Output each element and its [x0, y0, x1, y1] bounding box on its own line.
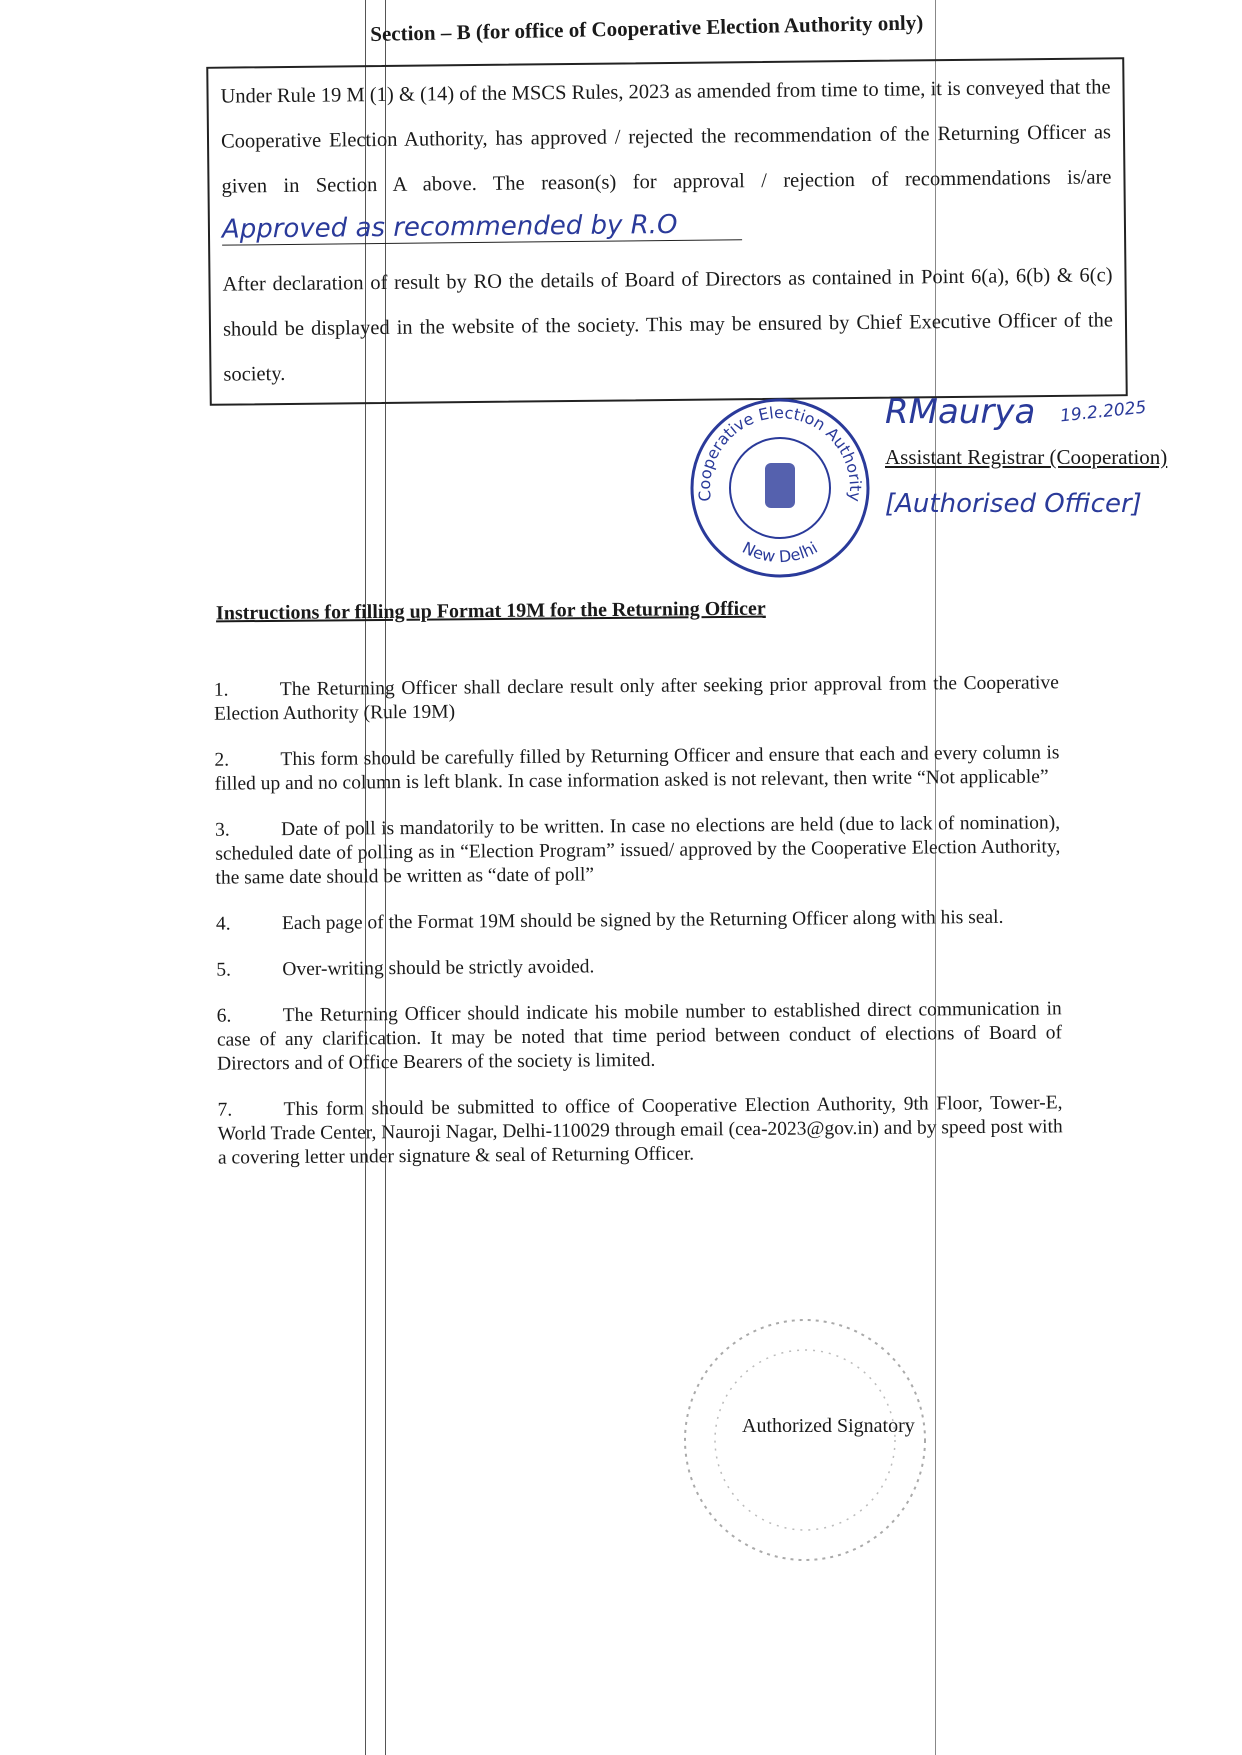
emblem-icon	[765, 463, 795, 508]
authorized-signatory: Authorized Signatory	[742, 1415, 915, 1437]
item-text: Over-writing should be strictly avoided.	[282, 956, 595, 981]
list-item	[217, 1091, 1063, 1170]
item-text: This form should be submitted to office of Cooperative Election Authority, 9th Floor, Tower-E, World Trade Center, Nauroji Nagar, Delhi-110029 through email (cea-2023@gov.in) and by speed post with a covering letter under signature & seal of Returning Officer.	[217, 1092, 1063, 1169]
list-item	[217, 997, 1063, 1076]
list-item	[215, 811, 1061, 890]
item-number: 6.	[216, 1005, 232, 1027]
reason-handwritten: Approved as recommended by R.O	[222, 209, 742, 245]
designation: Assistant Registrar (Cooperation)	[885, 445, 1168, 469]
item-number: 5.	[216, 959, 232, 981]
approval-paragraph	[220, 65, 1112, 254]
section-b-title: Section – B (for office of Cooperative Election Authority only)	[370, 10, 924, 46]
item-text: Each page of the Format 19M should be signed by the Returning Officer along with his seal.	[281, 906, 1004, 935]
list-item	[216, 951, 1061, 982]
item-text: Date of poll is mandatorily to be written. In case no elections are held (due to lack of nomination), scheduled date of polling as in “Election Program” issued/ approved by the Cooperative Election Authority, the same date should be written as “date of poll”	[215, 812, 1061, 889]
display-paragraph: After declaration of result by RO the details of Board of Directors as contained in Point 6(a), 6(b) & 6(c) should be displayed in the website of the society. This may be ensured by Chief Executive Officer of the society.	[222, 264, 1114, 386]
list-item	[216, 905, 1061, 936]
authorised-officer-note: [Authorised Officer]	[885, 489, 1142, 519]
seal-text-bottom: New Delhi	[739, 537, 821, 567]
instructions-list	[214, 671, 1063, 1192]
instructions-heading: Instructions for filling up Format 19M for the Returning Officer	[215, 597, 766, 625]
list-item	[214, 741, 1059, 796]
item-number: 1.	[213, 679, 229, 701]
seal-text-top: Cooperative Election Authority	[694, 402, 866, 503]
authority-seal	[690, 398, 870, 578]
approval-text: Under Rule 19 M (1) & (14) of the MSCS Rules, 2023 as amended from time to time, it is conveyed that the Cooperative Election Authority, has approved / rejected the recommendation of the Returning Officer as given in Section A above. The reason(s) for approval / rejection of recommendations is/are	[220, 76, 1112, 198]
item-number: 4.	[215, 913, 231, 935]
item-number: 3.	[215, 819, 230, 841]
faded-seal	[675, 1310, 935, 1570]
section-b-box	[206, 57, 1127, 406]
item-text: The Returning Officer shall declare result only after seeking prior approval from the Cooperative Election Authority (Rule 19M)	[213, 672, 1059, 725]
signature: RMaurya	[885, 392, 1036, 432]
item-text: This form should be carefully filled by Returning Officer and ensure that each and every column is filled up and no column is left blank. In case information asked is not relevant, then write “Not applicable”	[214, 742, 1060, 795]
item-number: 7.	[217, 1099, 233, 1121]
signature-date: 19.2.2025	[1059, 397, 1148, 427]
item-number: 2.	[214, 749, 230, 771]
item-text: The Returning Officer should indicate his mobile number to established direct communication in case of any clarification. It may be noted that time period between conduct of elections of Board of Directors and of Office Bearers of the society is limited.	[216, 998, 1062, 1075]
list-item	[214, 671, 1059, 726]
